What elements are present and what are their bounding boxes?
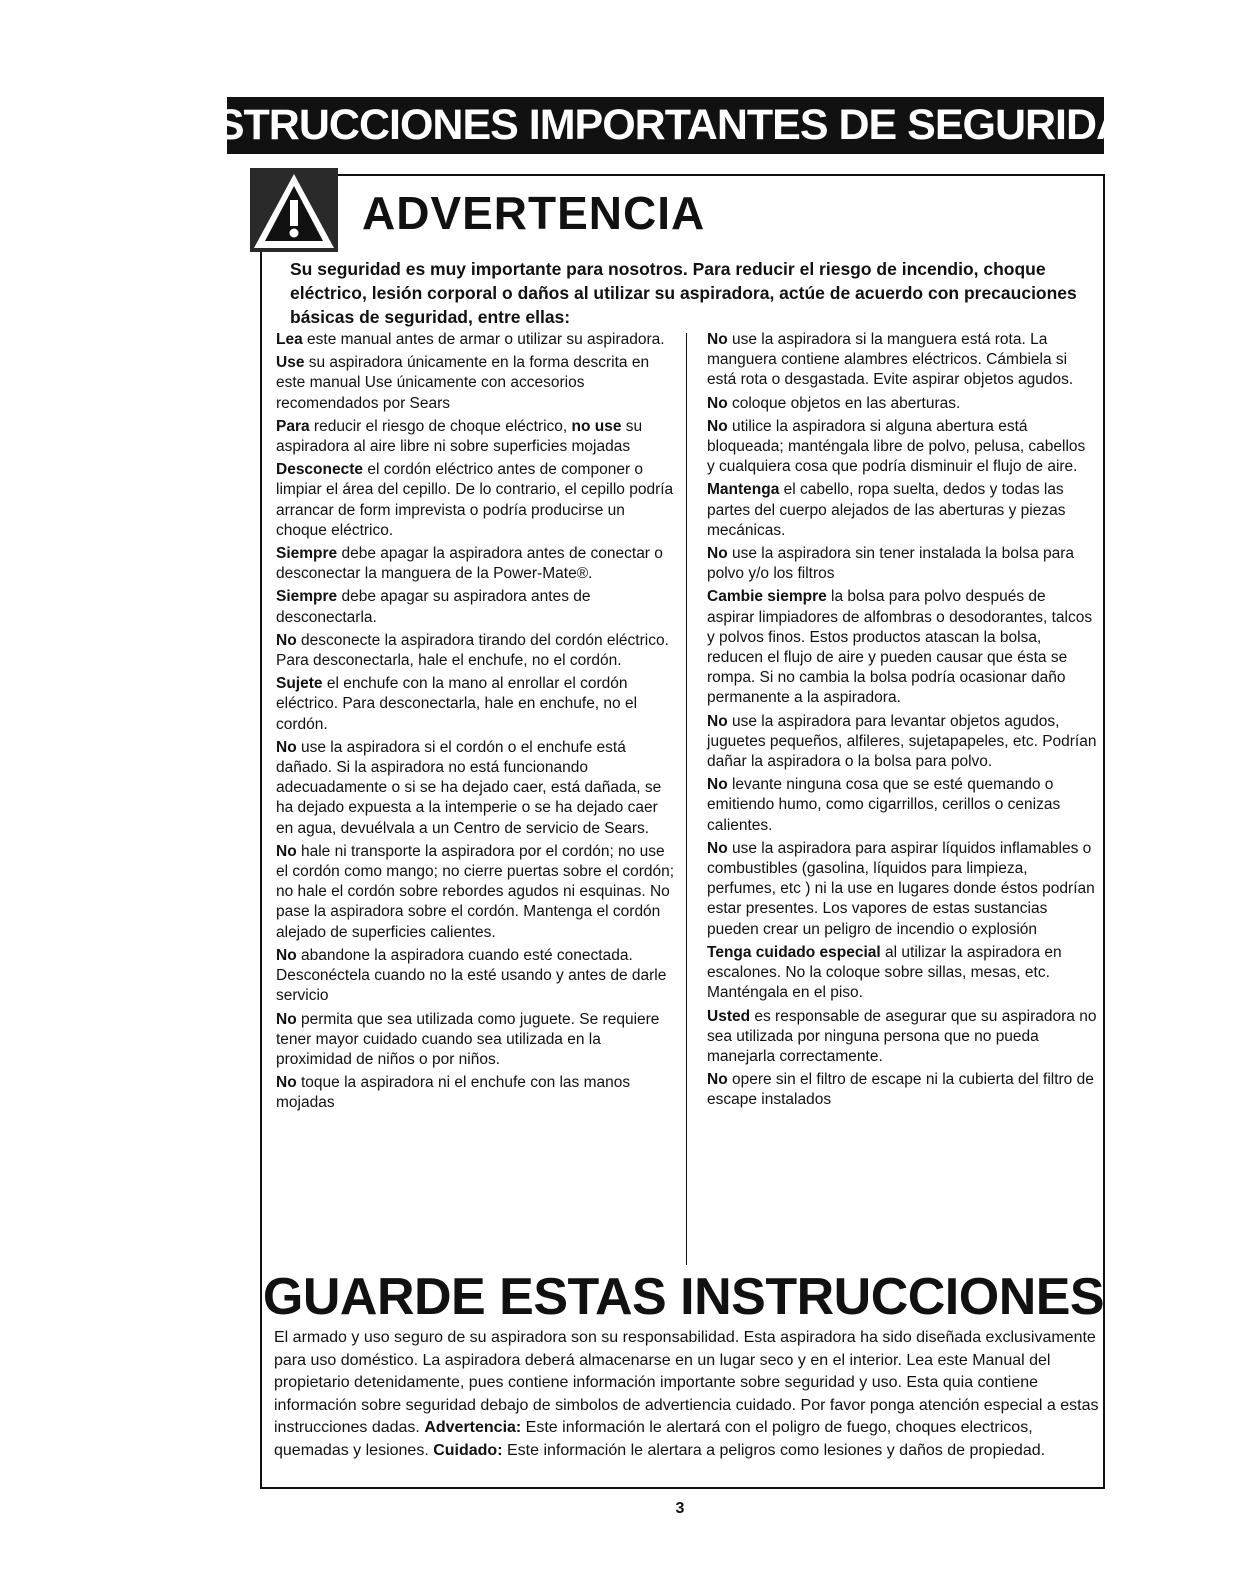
safety-item-text: debe apagar la aspiradora antes de conectar o desconectar la manguera de la Power-Mate®.: [276, 545, 663, 583]
closing-text-2: Este información le alertará con el poligro de fuego, choques electricos, quemadas y lesiones.: [274, 1419, 1033, 1459]
safety-item-text: toque la aspiradora ni el enchufe con las manos mojadas: [276, 1074, 631, 1112]
safety-item: [276, 587, 676, 627]
safety-banner: [174, 97, 1157, 154]
safety-item-text: abandone la aspiradora cuando esté conectada. Desconéctela cuando no la esté usando y antes de darle servicio: [276, 946, 667, 1005]
safety-item: [276, 1010, 676, 1071]
safety-item-text: este manual antes de armar o utilizar su aspiradora.: [302, 331, 665, 348]
safety-item-text: coloque objetos en las aberturas.: [727, 394, 961, 412]
safety-item-lead: Mantenga: [707, 481, 780, 499]
safety-item: [707, 544, 1097, 584]
safety-item-lead: No: [707, 712, 728, 730]
safety-item: [276, 544, 676, 584]
safety-item: [707, 330, 1097, 391]
closing-text-3: Este información le alertara a peligros como lesiones y daños de propiedad.: [502, 1441, 1046, 1459]
safety-item-text: el cabello, ropa suelta, dedos y todas las partes del cuerpo alejados de las aberturas y piezas mecánicas.: [707, 481, 1066, 539]
safety-item-lead: No: [707, 776, 728, 794]
safety-item-text: al utilizar la aspiradora en escalones. No la coloque sobre sillas, mesas, etc. Manténgala en el piso.: [707, 943, 1062, 1002]
warning-title: ADVERTENCIA: [362, 187, 706, 239]
safety-item-lead: No: [707, 1071, 728, 1089]
safety-item-lead: No: [707, 331, 728, 348]
safety-item: [707, 417, 1097, 478]
safety-item-lead: Usted: [707, 1007, 751, 1025]
safety-item-lead: Cambie siempre: [707, 588, 827, 606]
safety-item: [707, 839, 1097, 940]
safety-item-text: use la aspiradora si el cordón o el enchufe está dañado. Si la aspiradora no está funcionando adecuadamente o si se ha dejado caer, está dañada, se ha dejado expuesta a la intemperie o se ha dejado caer en agua, devuélvala a un Centro de servicio de Sears.: [276, 738, 662, 837]
safety-item-lead: Tenga cuidado especial: [707, 943, 881, 961]
warning-triangle-icon: [250, 168, 338, 252]
safety-item-lead: no use: [571, 417, 622, 435]
safety-item: [276, 1073, 676, 1113]
warning-intro: Su seguridad es muy importante para nosotros. Para reducir el riesgo de incendio, choque eléctrico, lesión corporal o daños al utilizar su aspiradora, actúe de acuerdo con precauciones básicas de seguridad, entre ellas:: [290, 259, 1077, 327]
safety-item-lead: No: [276, 946, 297, 964]
safety-item-lead: Sujete: [276, 675, 323, 693]
page-number: 3: [675, 1500, 685, 1517]
safety-item-text: el enchufe con la mano al enrollar el cordón eléctrico. Para desconectarla, hale en enchufe, no el cordón.: [276, 675, 638, 733]
column-divider: [686, 333, 687, 1265]
safety-item-text: opere sin el filtro de escape ni la cubierta del filtro de escape instalados: [707, 1071, 1094, 1109]
safety-item: [276, 674, 676, 735]
safety-item-lead: No: [707, 839, 728, 857]
safety-item-lead: Use: [276, 354, 305, 372]
safety-item-text: desconecte la aspiradora tirando del cordón eléctrico. Para desconectarla, hale el enchufe, no el cordón.: [276, 631, 669, 670]
safety-item-lead: No: [276, 1074, 297, 1092]
safety-item: [707, 1070, 1097, 1110]
safety-item-lead: Siempre: [276, 545, 338, 563]
safety-item-text: es responsable de asegurar que su aspiradora no sea utilizada por ninguna persona que no pueda manejarla correctamente.: [707, 1007, 1097, 1065]
safety-item-lead: Para: [276, 417, 310, 435]
safety-item: [276, 842, 676, 943]
safety-item-lead: Desconecte: [276, 461, 364, 479]
safety-item: [707, 712, 1097, 773]
safety-item-text: su aspiradora únicamente en la forma descrita en este manual Use únicamente con accesorios recomendados por Sears: [276, 354, 650, 412]
banner-title: INSTRUCCIONES IMPORTANTES DE SEGURIDAD: [174, 101, 1157, 149]
left-column: [276, 330, 676, 1117]
safety-item-text: use la aspiradora para levantar objetos agudos, juguetes pequeños, alfileres, sujetapapeles, etc. Podrían dañar la aspiradora o la bolsa para polvo.: [707, 712, 1097, 771]
safety-item-text: la bolsa para polvo después de aspirar limpiadores de alfombras o desodorantes, talcos y polvos finos. Estos productos atascan la bolsa, reducen el flujo de aire y pueden causar que ésta se rompa. Si no cambia la bolsa podría ocasionar daño permanente a la aspiradora.: [707, 588, 1093, 707]
safety-item: [276, 631, 676, 671]
safety-item: [276, 946, 676, 1007]
safety-item: [707, 587, 1097, 708]
right-column: [707, 330, 1097, 1114]
safety-item: [707, 394, 1097, 414]
closing-text-1: El armado y uso seguro de su aspiradora son su responsabilidad. Esta aspiradora ha sido diseñada exclusivamente para uso doméstico. La aspiradora deberá almacenarse en un lugar seco y en el interior. Lea este Manual del propietario detenidamente, pues contiene información importante sobre seguridad y uso. Esta quia contiene información sobre seguridad debajo de simbolos de advertiencia cuidado. Por favor ponga atención especial a estas instrucciones dadas.: [274, 1329, 1099, 1436]
safety-item: [707, 480, 1097, 541]
safety-item-text: use la aspiradora sin tener instalada la bolsa para polvo y/o los filtros: [707, 545, 1075, 583]
safety-item-lead: No: [707, 394, 728, 412]
safety-item: [276, 353, 676, 414]
safety-item-text: levante ninguna cosa que se esté quemando o emitiendo humo, como cigarrillos, cerillos o cenizas calientes.: [707, 776, 1061, 834]
safety-item-lead: No: [276, 738, 297, 756]
safety-item-text: utilice la aspiradora si alguna abertura está bloqueada; manténgala libre de polvo, pelusa, cabellos y cualquiera cosa que podría disminuir el flujo de aire.: [707, 417, 1086, 476]
safety-item-text: use la aspiradora para aspirar líquidos inflamables o combustibles (gasolina, líquidos para limpieza, perfumes, etc ) ni la use en lugares donde éstos podrían estar presentes. Los vapores de estas sustancias pueden crear un peligro de incendio o explosión: [707, 839, 1095, 938]
safety-item-text: debe apagar su aspiradora antes de desconectarla.: [276, 588, 591, 626]
safety-item: [276, 417, 676, 457]
safety-item-lead: Lea: [276, 331, 303, 348]
advertencia-label: Advertencia:: [424, 1419, 522, 1436]
safety-item-text: su aspiradora al aire libre ni sobre superficies mojadas: [276, 417, 643, 456]
save-instructions-heading: GUARDE ESTAS INSTRUCCIONES: [262, 1268, 1105, 1326]
safety-item-text: el cordón eléctrico antes de componer o limpiar el área del cepillo. De lo contrario, el cepillo podría arrancar de form imprevista o podría producirse un choque eléctrico.: [276, 461, 674, 539]
safety-item-lead: Siempre: [276, 588, 338, 606]
safety-item-text: hale ni transporte la aspiradora por el cordón; no use el cordón como mango; no cierre puertas sobre el cordón; no hale el cordón sobre rebordes agudos ni esquinas. No pase la aspiradora sobre el cordón. Mantenga el cordón alejado de superficies calientes.: [276, 842, 675, 941]
safety-item: [707, 775, 1097, 836]
cuidado-label: Cuidado:: [433, 1441, 503, 1459]
safety-item-lead: No: [707, 417, 728, 435]
safety-item: [276, 738, 676, 839]
safety-item-lead: No: [276, 1010, 297, 1028]
safety-item-text: use la aspiradora si la manguera está rota. La manguera contiene alambres eléctricos. Cámbiela si está rota o desgastada. Evite aspirar objetos agudos.: [707, 331, 1074, 389]
safety-item: [707, 943, 1097, 1004]
safety-item: [276, 330, 676, 350]
safety-item-text: reducir el riesgo de choque eléctrico,: [309, 417, 572, 435]
closing-paragraph: [274, 1327, 1102, 1462]
safety-item-lead: No: [276, 842, 297, 860]
safety-item-text: permita que sea utilizada como juguete. Se requiere tener mayor cuidado cuando sea utilizada en la proximidad de niños o por niños.: [276, 1010, 660, 1068]
safety-item-lead: No: [707, 545, 728, 563]
safety-item-lead: No: [276, 631, 297, 649]
safety-item: [276, 460, 676, 541]
safety-item: [707, 1007, 1097, 1068]
